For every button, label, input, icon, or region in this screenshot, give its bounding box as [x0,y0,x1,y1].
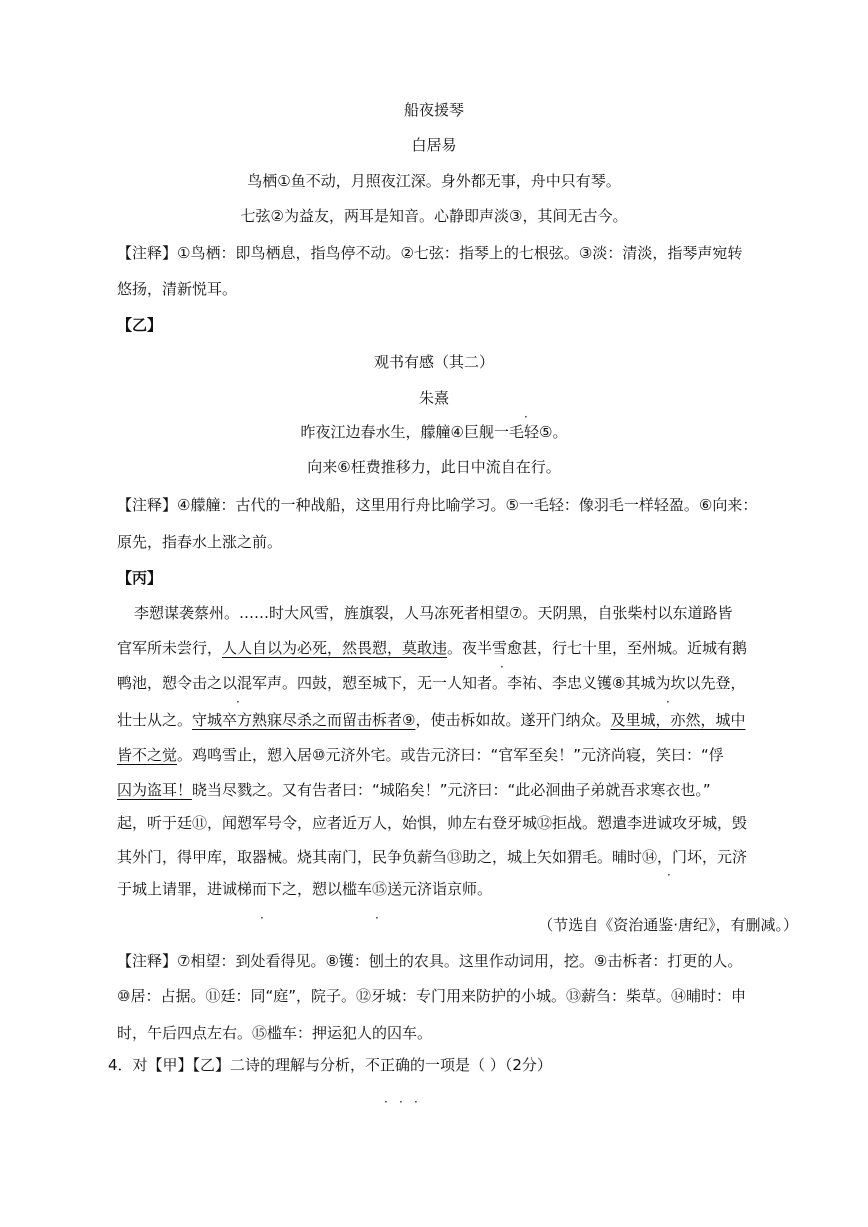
emphasis-dot: · [667,868,671,882]
prose-line-9: 于城上请罪，进诚梯而下之，愬以槛车⑮送元济诣京师。 [117,880,493,898]
poem1-line-2: 七弦②为益友，两耳是知音。心静即声淡③，其间无古今。 [240,207,628,225]
poem2-author: 朱熹 [418,389,449,407]
poem2-note-1: 【注释】④艨艟：古代的一种战船，这里用行舟比喻学习。⑤一毛轻：像羽毛一样轻盈。⑥向来： [117,496,758,514]
prose-note-1: 【注释】⑦相望：到处看得见。⑧镬：刨土的农具。这里作动词用，挖。⑨击柝者：打更的人。 [117,952,743,970]
section-label-yi: 【乙】 [117,316,163,334]
emphasis-dot: · [399,1095,403,1109]
emphasis-dot: · [524,410,528,424]
prose-line-8: 其外门，得甲库，取器械。烧其南门，民争负薪刍⑬助之，城上矢如猬毛。晡时⑭，门坏，元济 [117,848,748,866]
poem2-title: 观书有感（其二） [373,353,494,371]
emphasis-dot: · [666,695,670,709]
prose-line-3: 鸭池，愬令击之以混军声。四鼓，愬至城下，无一人知者。李祐、李忠义镬⑧其城为坎以先登， [117,674,746,692]
prose-line-4: 壮士从之。守城卒方熟寐尽杀之而留击柝者⑨，使击柝如故。遂开门纳众。及里城，亦然，城中 [117,711,746,729]
prose-note-2: ⑩居：占据。⑪廷：同“庭”，院子。⑫牙城：专门用来防护的小城。⑬薪刍：柴草。⑭晡时：申 [117,987,746,1005]
emphasis-dot: · [236,695,240,709]
prose-source: （节选自《资治通鉴·唐纪》，有删减。） [538,916,798,934]
poem1-note-1: 【注释】①鸟栖：即鸟栖息，指鸟停不动。②七弦：指琴上的七根弦。③淡：清淡，指琴声宛转 [117,244,743,262]
poem1-author: 白居易 [411,136,457,154]
section-label-bing: 【丙】 [117,569,163,587]
poem1-line-1: 鸟栖①鱼不动，月照夜江深。身外都无事，舟中只有琴。 [247,172,621,190]
poem1-title: 船夜援琴 [403,101,464,119]
emphasis-dot: · [375,911,379,925]
prose-line-1: 李愬谋袭蔡州。……时大风雪，旌旗裂，人马冻死者相望⑦。天阴黑，自张柴村以东道路皆 [134,604,733,622]
poem2-line-1: 昨夜江边春水生，艨艟④巨舰一毛轻⑤。 [300,423,568,441]
underlined-sentence-1: 人人自以为必死，然畏愬，莫敢违 [222,639,448,657]
poem2-line-2: 向来⑥枉费推移力，此日中流自在行。 [307,458,561,476]
prose-line-7: 起，听于廷⑪，闻愬军号令，应者近万人，始惧，帅左右登牙城⑫拒战。愬遣李进诚攻牙城，毁 [117,814,748,832]
prose-line-2: 官军所未尝行，人人自以为必死，然畏愬，莫敢违。夜半雪愈甚，行七十里，至州城。近城有鹅 [117,639,748,657]
prose-note-3: 时，午后四点左右。⑮槛车：押运犯人的囚车。 [117,1024,433,1042]
emphasis-dot: · [384,1095,388,1109]
prose-line-5: 皆不之觉。鸡鸣雪止，愬入居⑩元济外宅。或告元济曰：“官军至矣！”元济尚寝，笑曰：“俘 [117,746,724,764]
prose-line-6: 囚为盗耳！晓当尽戮之。又有告者曰：“城陷矣！”元济曰：“此必洄曲子弟就吾求寒衣也。” [117,781,711,799]
question-4: 4．对【甲】【乙】二诗的理解与分析，不正确的一项是（ ）（2分） [108,1056,552,1074]
poem1-note-2: 悠扬，清新悦耳。 [117,280,238,298]
underlined-sentence-2: 守城卒方熟寐尽杀之而留击柝者⑨ [192,711,416,729]
underlined-sentence-3: 及里城，亦然，城中 [610,711,746,729]
poem2-note-2: 原先，指春水上涨之前。 [117,533,283,551]
emphasis-dot: · [260,911,264,925]
emphasis-dot: · [500,660,504,674]
emphasis-dot: · [414,1095,418,1109]
